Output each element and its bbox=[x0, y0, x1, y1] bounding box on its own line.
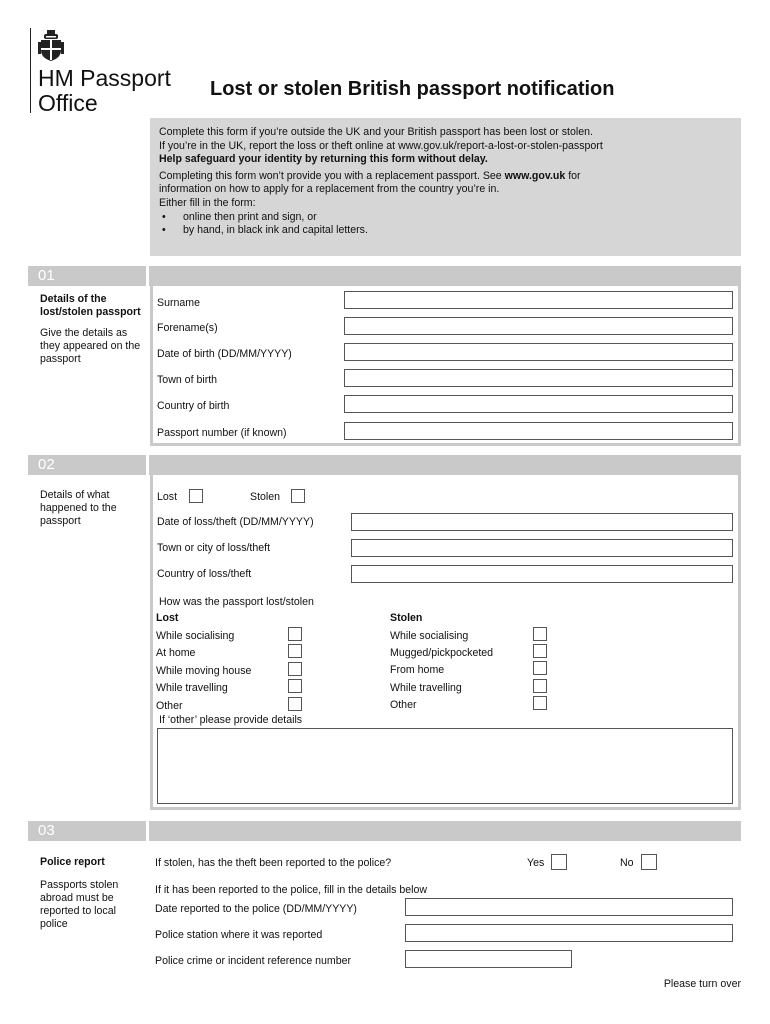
stolen-checkbox[interactable] bbox=[291, 489, 305, 503]
police-station-field[interactable] bbox=[405, 924, 733, 942]
how-question: How was the passport lost/stolen bbox=[159, 596, 314, 608]
stolen-other-checkbox[interactable] bbox=[533, 696, 547, 710]
lost-option-moving: While moving house bbox=[156, 665, 252, 677]
intro-line-2: If you’re in the UK, report the loss or theft online at www.gov.uk/report-a-lost-or-stolen-passport bbox=[159, 139, 603, 152]
fill-option-online: • online then print and sign, or bbox=[159, 211, 732, 225]
crime-reference-label: Police crime or incident reference number bbox=[155, 955, 352, 967]
lost-option-travelling: While travelling bbox=[156, 682, 228, 694]
stolen-option-socialising: While socialising bbox=[390, 630, 469, 642]
section-01-side bbox=[40, 293, 144, 366]
org-name bbox=[38, 66, 171, 116]
other-details-textarea[interactable] bbox=[157, 728, 733, 804]
intro-line-5: information on how to apply for a replacement from the country you’re in. bbox=[159, 183, 500, 196]
stolen-home-checkbox[interactable] bbox=[533, 661, 547, 675]
town-of-birth-label: Town of birth bbox=[157, 374, 218, 386]
lost-heading: Lost bbox=[156, 612, 179, 624]
loss-town-field[interactable] bbox=[351, 539, 733, 557]
fill-option-hand: • by hand, in black ink and capital letters. bbox=[159, 224, 732, 238]
town-of-birth-field[interactable] bbox=[344, 369, 733, 387]
section-03-title: Police report bbox=[40, 856, 105, 868]
govuk-link[interactable]: www.gov.uk bbox=[504, 169, 566, 182]
loss-town-label: Town or city of loss/theft bbox=[157, 542, 271, 554]
passport-number-field[interactable] bbox=[344, 422, 733, 440]
intro-line-4: Completing this form won’t provide you with a replacement passport. See www.gov.uk for bbox=[159, 169, 581, 182]
reported-yes-checkbox[interactable] bbox=[551, 854, 567, 870]
yes-label: Yes bbox=[527, 857, 545, 869]
section-03-number: 03 bbox=[38, 822, 55, 839]
stolen-option-travelling: While travelling bbox=[390, 682, 462, 694]
stolen-option-home: From home bbox=[390, 664, 445, 676]
section-01-note: Give the details as they appeared on the passport bbox=[40, 327, 141, 365]
loss-date-field[interactable] bbox=[351, 513, 733, 531]
section-02-header bbox=[28, 455, 741, 475]
forenames-label: Forename(s) bbox=[157, 322, 218, 334]
section-03-note: Passports stolen abroad must be reported to local police bbox=[40, 879, 119, 930]
lost-label: Lost bbox=[157, 491, 178, 503]
date-reported-label: Date reported to the police (DD/MM/YYYY) bbox=[155, 903, 357, 915]
section-02-number: 02 bbox=[38, 456, 55, 473]
intro-warning: Help safeguard your identity by returning this form without delay. bbox=[159, 153, 488, 166]
forenames-field[interactable] bbox=[344, 317, 733, 335]
section-01-header bbox=[28, 266, 741, 286]
page-title: Lost or stolen British passport notification bbox=[210, 78, 615, 100]
surname-field[interactable] bbox=[344, 291, 733, 309]
lost-option-socialising: While socialising bbox=[156, 630, 235, 642]
country-of-birth-field[interactable] bbox=[344, 395, 733, 413]
reported-no-checkbox[interactable] bbox=[641, 854, 657, 870]
loss-country-field[interactable] bbox=[351, 565, 733, 583]
section-01-title: Details of the lost/stolen passport bbox=[40, 293, 141, 318]
stolen-option-other: Other bbox=[390, 699, 417, 711]
section-03-side bbox=[40, 856, 144, 931]
stolen-socialising-checkbox[interactable] bbox=[533, 627, 547, 641]
stolen-label: Stolen bbox=[250, 491, 281, 503]
loss-date-label: Date of loss/theft (DD/MM/YYYY) bbox=[157, 516, 314, 528]
fill-options-list bbox=[159, 211, 732, 238]
lost-travelling-checkbox[interactable] bbox=[288, 679, 302, 693]
lost-moving-checkbox[interactable] bbox=[288, 662, 302, 676]
lost-home-checkbox[interactable] bbox=[288, 644, 302, 658]
lost-other-checkbox[interactable] bbox=[288, 697, 302, 711]
lost-option-home: At home bbox=[156, 647, 196, 659]
crime-reference-field[interactable] bbox=[405, 950, 572, 968]
passport-number-label: Passport number (if known) bbox=[157, 427, 287, 439]
date-reported-field[interactable] bbox=[405, 898, 733, 916]
police-station-label: Police station where it was reported bbox=[155, 929, 323, 941]
section-03-header bbox=[28, 821, 741, 841]
lost-socialising-checkbox[interactable] bbox=[288, 627, 302, 641]
stolen-travelling-checkbox[interactable] bbox=[533, 679, 547, 693]
turn-over-note: Please turn over bbox=[663, 978, 741, 990]
stolen-mugged-checkbox[interactable] bbox=[533, 644, 547, 658]
no-label: No bbox=[620, 857, 634, 869]
other-details-label: If ‘other’ please provide details bbox=[159, 714, 303, 726]
lost-option-other: Other bbox=[156, 700, 183, 712]
logo-divider bbox=[30, 28, 31, 113]
royal-crest-icon bbox=[38, 30, 64, 62]
loss-country-label: Country of loss/theft bbox=[157, 568, 252, 580]
stolen-option-mugged: Mugged/pickpocketed bbox=[390, 647, 494, 659]
surname-label: Surname bbox=[157, 297, 200, 309]
section-02-title: Details of what happened to the passport bbox=[40, 489, 117, 527]
dob-field[interactable] bbox=[344, 343, 733, 361]
section-01-number: 01 bbox=[38, 267, 55, 284]
intro-box bbox=[150, 118, 741, 256]
lost-checkbox[interactable] bbox=[189, 489, 203, 503]
police-instruction: If it has been reported to the police, fill in the details below bbox=[155, 884, 428, 896]
org-name-line1: HM Passport bbox=[38, 65, 171, 91]
section-02-side bbox=[40, 489, 144, 528]
intro-line-6: Either fill in the form: bbox=[159, 196, 256, 209]
police-question: If stolen, has the theft been reported to the police? bbox=[155, 857, 392, 869]
dob-label: Date of birth (DD/MM/YYYY) bbox=[157, 348, 292, 360]
intro-line-1: Complete this form if you’re outside the UK and your British passport has been lost or stolen. bbox=[159, 126, 593, 138]
country-of-birth-label: Country of birth bbox=[157, 400, 230, 412]
org-name-line2: Office bbox=[38, 90, 98, 116]
stolen-heading: Stolen bbox=[390, 612, 423, 624]
